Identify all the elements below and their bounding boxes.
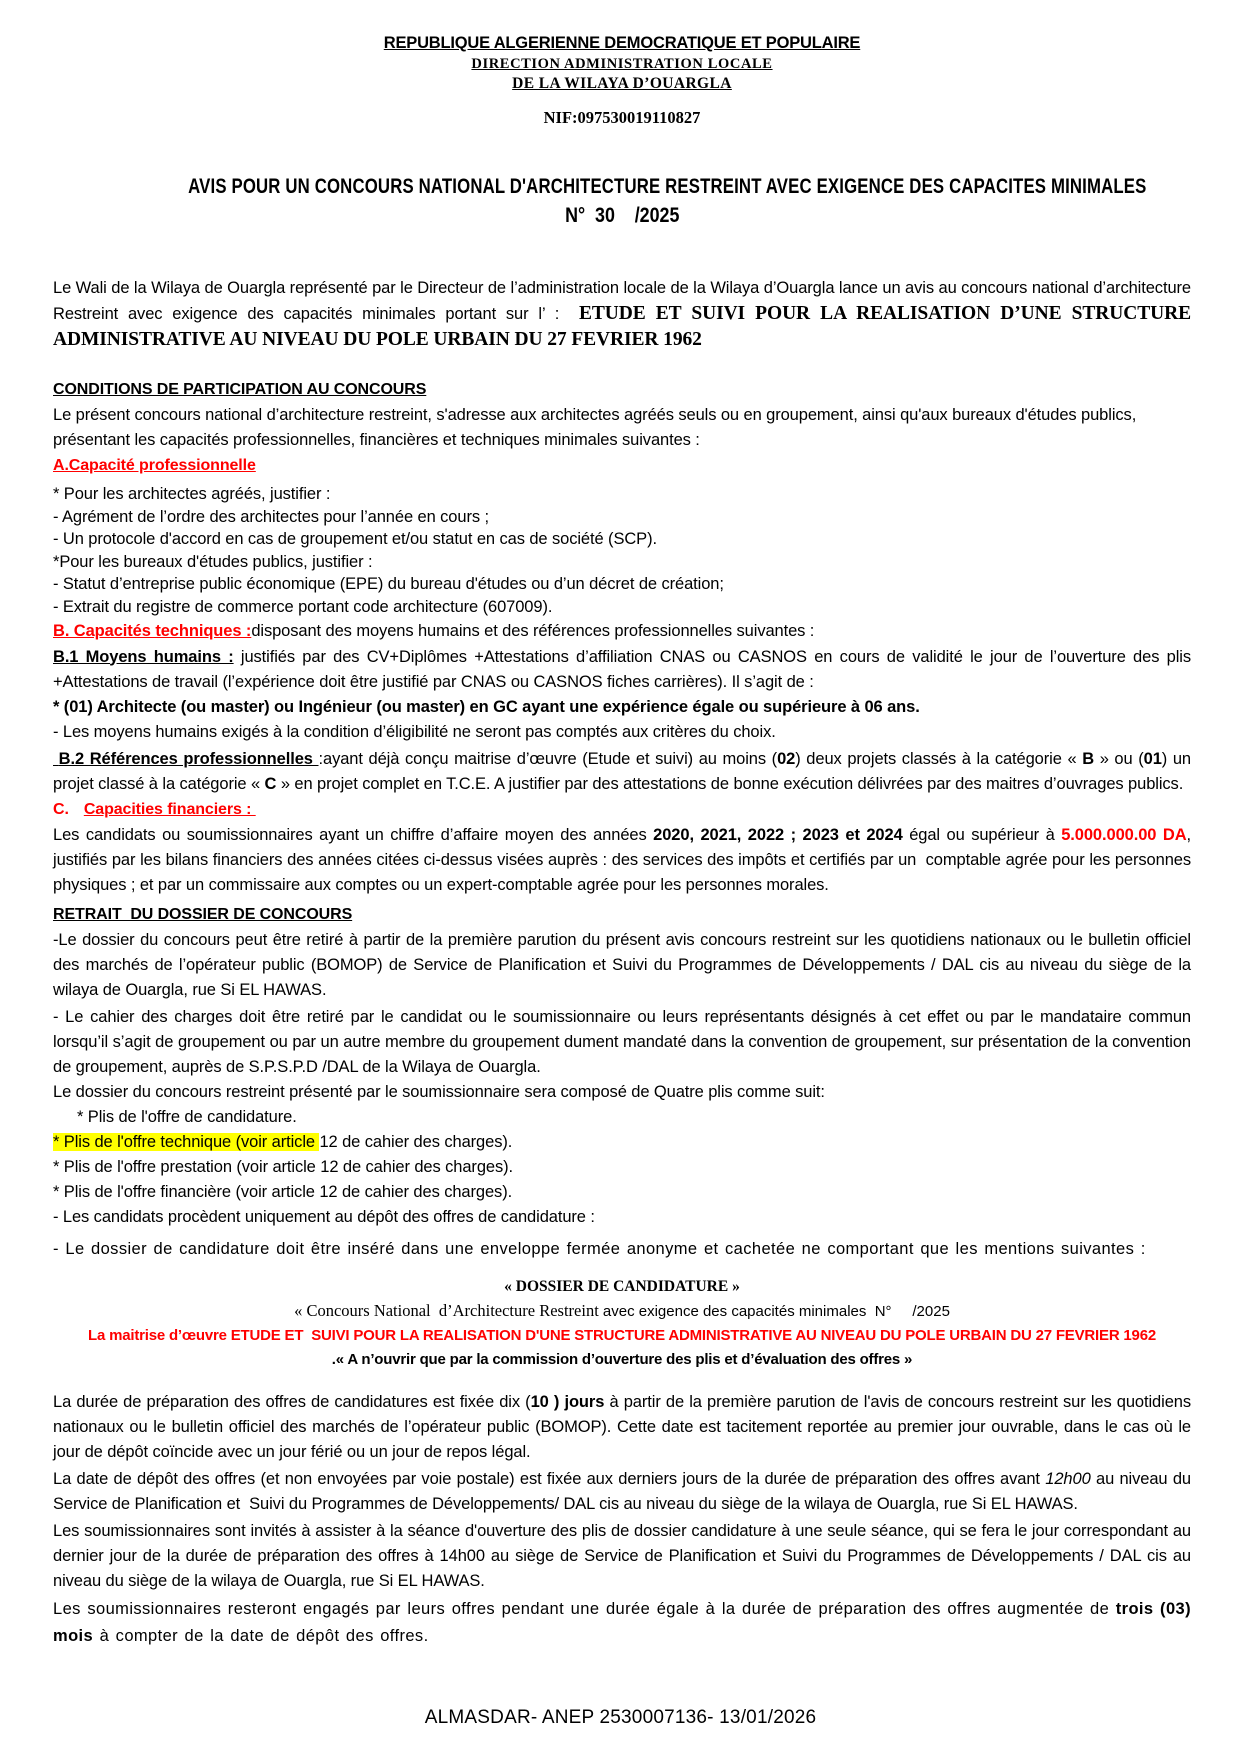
engagement-paragraph bbox=[53, 1596, 1191, 1650]
envelope-subtitle bbox=[53, 1301, 1191, 1322]
capC-prefix: C. bbox=[53, 800, 69, 818]
notice-number: N° 30 /2025 bbox=[564, 204, 680, 227]
moyens-humains-label: B.1 Moyens humains : bbox=[53, 647, 234, 666]
enveloppe-instruction-line: - Le dossier de candidature doit être inséré dans une enveloppe fermée anonyme et cachetée ne comportant que les mentions suivantes : bbox=[53, 1239, 1146, 1258]
moyens-humains-text: justifiés par des CV+Diplômes +Attestations d’affiliation CNAS ou CASNOS en cours de validité le jour de l’ouverture des plis +Attestations de travail (l’expérience doit être justifié par CNAS ou CASNOS fiches carrières). Il s’agit de : bbox=[53, 647, 1196, 691]
wilaya-line: DE LA WILAYA D’OUARGLA bbox=[512, 75, 732, 92]
engagement-duration: trois (03) mois bbox=[53, 1599, 1192, 1645]
moyens-humains-requirement: * (01) Architecte (ou master) ou Ingénieur (ou master) en GC ayant une expérience égale ou supérieure à 06 ans. bbox=[53, 697, 920, 716]
duree-days: 10 ) jours bbox=[530, 1392, 605, 1411]
depot-paragraph bbox=[53, 1467, 1196, 1517]
fin-years: 2020, 2021, 2022 ; 2023 et 2024 bbox=[653, 825, 903, 844]
references-text-3: » ou ( bbox=[1094, 749, 1144, 768]
conditions-heading: CONDITIONS DE PARTICIPATION AU CONCOURS bbox=[53, 381, 427, 398]
depot-text-2: au niveau du Service de Planification et Suivi du Programmes de Développements/ DAL cis au niveau du siège de la wilaya de Ouargla, rue Si EL HAWAS. bbox=[53, 1469, 1196, 1513]
references-professionnelles-paragraph bbox=[53, 747, 1196, 797]
references-count-project: 01 bbox=[1143, 749, 1162, 768]
fin-amount: 5.000.000.00 DA bbox=[1061, 825, 1187, 844]
envelope-subtitle-serif: « Concours National d’Architecture Restreint bbox=[294, 1300, 603, 1320]
envelope-mentions-block bbox=[53, 1277, 1191, 1370]
fin-text-1: Les candidats ou soumissionnaires ayant un chiffre d’affaire moyen des années bbox=[53, 825, 654, 844]
references-text-5: » en projet complet en T.C.E. A justifier par des attestations de bonne exécution délivrées par des maitres d’ouvrages publics. bbox=[276, 774, 1184, 793]
references-label: B.2 Références professionnelles bbox=[53, 749, 319, 768]
conditions-paragraph: Le présent concours national d’architecture restreint, s'adresse aux architectes agréés seuls ou en groupement, ainsi qu'aux bureaux d'études publics, présentant les capacités professionnelles, financières et techniques minimales suivantes : bbox=[53, 406, 1137, 449]
seance-paragraph: Les soumissionnaires sont invités à assister à la séance d'ouverture des plis de dossier candidature à une seule séance, qui se fera le jour correspondant au dernier jour de la durée de préparation des offres à 14h00 au siège de Service de Planification et Suivi du Programmes de Développements / DAL cis au niveau du siège de la wilaya de Ouargla, rue Si EL HAWAS. bbox=[53, 1521, 1191, 1590]
project-title-text: ETUDE ET SUIVI POUR LA REALISATION D’UNE STRUCTURE ADMINISTRATIVE AU NIVEAU DU POLE URBAIN DU 27 FEVRIER 1962 bbox=[53, 303, 1192, 350]
retrait-paragraph-1: -Le dossier du concours peut être retiré à partir de la première parution du présent avis concours restreint sur les quotidiens nationaux ou le bulletin officiel des marchés de l’opérateur public (BOMOP) de Service de Planification et Suivi du Programmes de Développements / DAL cis au niveau du siège de la wilaya de Ouargla, rue Si EL HAWAS. bbox=[53, 930, 1191, 999]
capA-line-3: - Un protocole d'accord en cas de groupement et/ou statut en cas de société (SCP). bbox=[53, 530, 657, 548]
envelope-title: « DOSSIER DE CANDIDATURE » bbox=[504, 1277, 740, 1295]
capacites-financieres-heading bbox=[53, 799, 1191, 821]
moyens-humains-paragraph bbox=[53, 645, 1196, 695]
capA-line-2: - Agrément de l’ordre des architectes pour l’année en cours ; bbox=[53, 507, 489, 526]
fin-text-2: égal ou supérieur à bbox=[902, 825, 1062, 844]
engagement-text-1: Les soumissionnaires resteront engagés par leurs offres pendant une durée égale à la durée de préparation des offres augmentée de bbox=[53, 1599, 1116, 1618]
intro-text: Le Wali de la Wilaya de Ouargla représenté par le Directeur de l’administration locale de la Wilaya d’Ouargla lance un avis au concours national d’architecture Restreint avec exigence des capacités minimales portant sur l’ : bbox=[53, 279, 1196, 323]
pli-technique-highlighted: * Plis de l'offre technique (voir article bbox=[53, 1132, 320, 1151]
duree-paragraph bbox=[53, 1390, 1196, 1465]
envelope-warning-line: .« A n’ouvrir que par la commission d’ouverture des plis et d’évaluation des offres » bbox=[331, 1350, 913, 1368]
nif-number: NIF:097530019110827 bbox=[543, 108, 701, 127]
capacite-professionnelle-heading: A.Capacité professionnelle bbox=[53, 457, 256, 474]
duree-text-1: La durée de préparation des offres de candidatures est fixée dix ( bbox=[53, 1392, 531, 1411]
references-text-2: ) deux projets classés à la catégorie « bbox=[795, 749, 1083, 768]
references-category-c: C bbox=[264, 774, 277, 793]
pli-financiere-item: * Plis de l'offre financière (voir article 12 de cahier des charges). bbox=[53, 1182, 513, 1201]
capA-line-5: - Statut d’entreprise public économique (EPE) du bureau d'études ou d’un décret de création; bbox=[53, 575, 724, 593]
envelope-project-line: La maitrise d’œuvre ETUDE ET SUIVI POUR LA REALISATION D'UNE STRUCTURE ADMINISTRATIVE AU NIVEAU DU POLE URBAIN DU 27 FEVRIER 1962 bbox=[88, 1326, 1156, 1344]
capA-line-4: *Pour les bureaux d'études publics, justifier : bbox=[53, 552, 373, 571]
depot-time: 12h00 bbox=[1045, 1469, 1091, 1488]
capA-line-6: - Extrait du registre de commerce portant code architecture (607009). bbox=[53, 597, 553, 616]
references-count-projects: 02 bbox=[777, 749, 796, 768]
fin-text-3: , justifiés par les bilans financiers des années citées ci-dessus visées auprès : des services des impôts et certifiés par un comptable agrée pour les personnes physiques ; et par un commissaire aux comptes ou un expert-comptable agrée pour les personnes morales. bbox=[53, 825, 1196, 894]
depot-candidature-line: - Les candidats procèdent uniquement au dépôt des offres de candidature : bbox=[53, 1207, 595, 1226]
capA-line-1: * Pour les architectes agréés, justifier : bbox=[53, 485, 331, 503]
document-header bbox=[53, 34, 1191, 128]
engagement-text-2: à compter de la date de dépôt des offres. bbox=[93, 1626, 429, 1645]
envelope-subtitle-sans: avec exigence des capacités minimales N° /2025 bbox=[602, 1302, 950, 1320]
pli-prestation-item: * Plis de l'offre prestation (voir article 12 de cahier des charges). bbox=[53, 1157, 514, 1176]
notice-title-block bbox=[53, 174, 1191, 230]
references-text-1: :ayant déjà conçu maitrise d’œuvre (Etude et suivi) au moins ( bbox=[318, 749, 778, 768]
intro-paragraph bbox=[53, 276, 1196, 353]
notice-title: AVIS POUR UN CONCOURS NATIONAL D'ARCHITECTURE RESTREINT AVEC EXIGENCE DES CAPACITES MINIMALES bbox=[188, 174, 1147, 198]
pli-candidature-item: * Plis de l'offre de candidature. bbox=[77, 1107, 297, 1126]
capacites-techniques-text: disposant des moyens humains et des références professionnelles suivantes : bbox=[251, 622, 815, 640]
capacites-financieres-paragraph bbox=[53, 823, 1196, 898]
references-category-b: B bbox=[1082, 749, 1095, 768]
references-text-4: ) un projet classé à la catégorie « bbox=[53, 749, 1196, 793]
pli-technique-item bbox=[53, 1130, 1191, 1155]
depot-text-1: La date de dépôt des offres (et non envoyées par voie postale) est fixée aux derniers jours de la durée de préparation des offres avant bbox=[53, 1469, 1046, 1488]
retrait-heading: RETRAIT DU DOSSIER DE CONCOURS bbox=[53, 905, 353, 923]
republic-line: REPUBLIQUE ALGERIENNE DEMOCRATIQUE ET POPULAIRE bbox=[383, 34, 861, 52]
pli-technique-rest: 12 de cahier des charges). bbox=[319, 1132, 513, 1151]
anep-footer: ALMASDAR- ANEP 2530007136- 13/01/2026 bbox=[424, 1707, 817, 1728]
duree-text-2: à partir de la première parution de l'avis de concours restreint sur les quotidiens nationaux ou le bulletin officiel des marchés de l’opérateur public (BOMOP). Cette date est tacitement reportée au premier jour ouvrable, dans le cas où le jour de dépôt coïncide avec un jour férié ou un jour de repos légal. bbox=[53, 1392, 1196, 1461]
capC-label: Capacities financiers : bbox=[83, 800, 256, 818]
capacites-techniques-line bbox=[53, 620, 1191, 643]
retrait-paragraph-3: Le dossier du concours restreint présenté par le soumissionnaire sera composé de Quatre plis comme suit: bbox=[53, 1082, 825, 1101]
direction-line: DIRECTION ADMINISTRATION LOCALE bbox=[471, 56, 773, 72]
capacites-techniques-label: B. Capacités techniques : bbox=[53, 622, 252, 640]
retrait-paragraph-2: - Le cahier des charges doit être retiré par le candidat ou le soumissionnaire ou leurs représentants désignés à cet effet ou par le mandataire commun lorsqu’il s’agit de groupement ou par un autre membre du groupement dument mandaté dans la convention de groupement, sur présentation de la convention de groupement, auprès de S.P.S.P.D /DAL de la Wilaya de Ouargla. bbox=[53, 1007, 1191, 1076]
moyens-humains-note: - Les moyens humains exigés à la condition d’éligibilité ne seront pas comptés aux critères du choix. bbox=[53, 722, 776, 741]
